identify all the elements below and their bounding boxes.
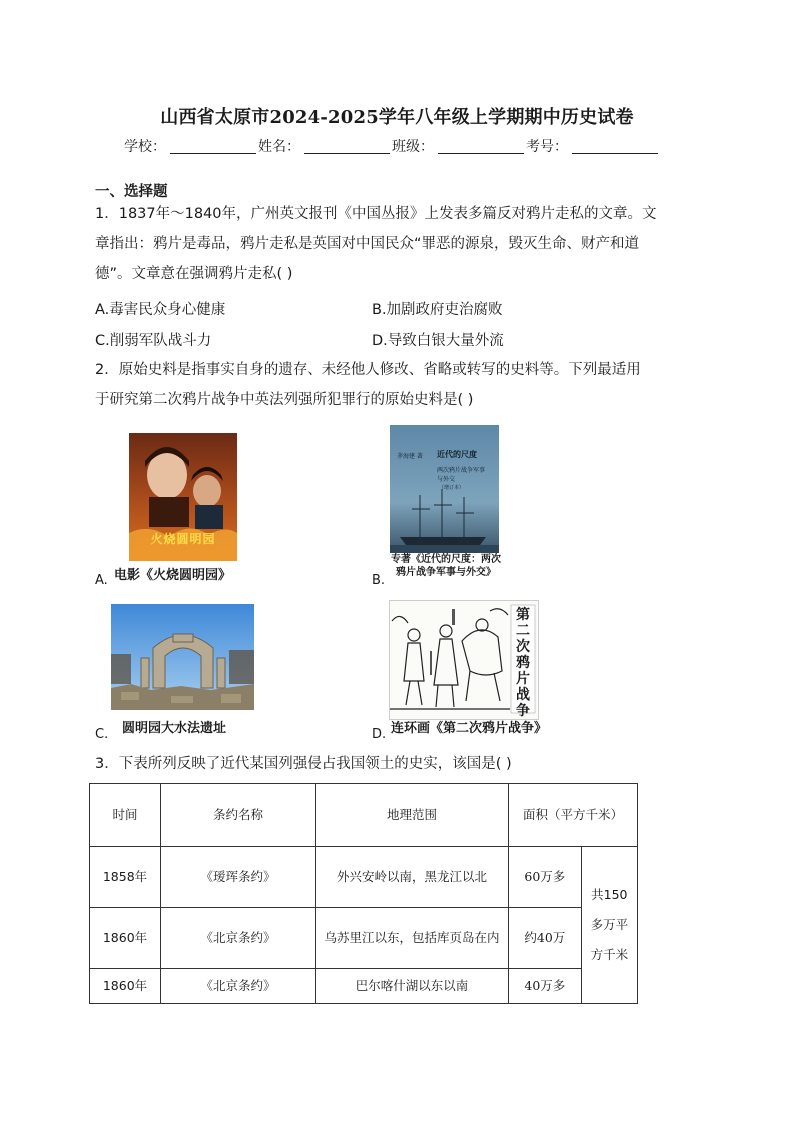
book-subtitle-2: 与外交: [437, 476, 456, 483]
question-3: 3．下表所列反映了近代某国列强侵占我国领土的史实，该国是( ): [95, 756, 512, 772]
table-row: [90, 969, 638, 1004]
header-range: 地理范围: [316, 784, 509, 847]
table-row: [90, 908, 638, 969]
row1-range: 外兴安岭以南，黑龙江以北: [316, 847, 509, 908]
row3-range: 巴尔喀什湖以东以南: [316, 969, 509, 1004]
q2-option-b-caption-line2: 鸦片战争军事与外交》: [396, 567, 496, 578]
q2-option-d-caption: 连环画《第二次鸦片战争》: [391, 721, 548, 736]
school-blank[interactable]: [170, 139, 256, 154]
row2-range: 乌苏里江以东，包括库页岛在内: [316, 908, 509, 969]
q2-option-d-letter[interactable]: D.: [372, 727, 387, 742]
book-edition-note: （增订本）: [439, 485, 465, 491]
class-label: 班级：: [392, 139, 434, 155]
question-1: [95, 199, 701, 289]
class-blank[interactable]: [438, 139, 524, 154]
page-title: 山西省太原市2024-2025学年八年级上学期期中历史试卷: [160, 107, 634, 128]
q1-option-c[interactable]: C.削弱军队战斗力: [95, 333, 212, 349]
q2-option-c-caption: 圆明园大水法遗址: [122, 721, 227, 736]
q2-option-b-caption: [386, 553, 506, 579]
q2-option-c-letter[interactable]: C.: [95, 727, 109, 742]
q1-line1: 1．1837年～1840年，广州英文报刊《中国丛报》上发表多篇反对鸦片走私的文章。文: [95, 206, 657, 222]
header-time: 时间: [90, 784, 161, 847]
school-label: 学校：: [124, 139, 166, 155]
q2-line1: 2．原始史料是指事实自身的遗存、未经他人修改、省略或转写的史料等。下列最适用: [95, 362, 641, 378]
book-author: 茅海建 著: [397, 453, 423, 460]
q1-line3: 德”。文章意在强调鸦片走私( ): [95, 266, 293, 282]
name-blank[interactable]: [304, 139, 390, 154]
row1-area: 60万多: [509, 847, 582, 908]
question-2: [95, 355, 701, 415]
header-treaty: 条约名称: [161, 784, 316, 847]
q1-line2: 章指出：鸦片是毒品，鸦片走私是英国对中国民众“罪恶的源泉，毁灭生命、财产和道: [95, 236, 640, 252]
q2-option-b-caption-line1: 专著《近代的尺度：两次: [391, 554, 501, 565]
q2-option-b-letter[interactable]: B.: [372, 573, 386, 588]
header-area: 面积（平方千米）: [509, 784, 638, 847]
student-info-line: [124, 136, 660, 156]
number-blank[interactable]: [572, 139, 658, 154]
book-title: 近代的尺度: [437, 450, 477, 459]
comic-book-image[interactable]: [389, 600, 539, 720]
row3-area: 40万多: [509, 969, 582, 1004]
book-subtitle-1: 两次鸦片战争军事: [437, 467, 486, 474]
row2-treaty: 《北京条约》: [161, 908, 316, 969]
comic-book-title: 第二次鸦片战争: [516, 607, 530, 719]
table-header-row: [90, 784, 638, 847]
q2-option-a-caption: 电影《火烧圆明园》: [114, 568, 232, 583]
number-label: 考号：: [526, 139, 568, 155]
row2-area: 约40万: [509, 908, 582, 969]
row1-time: 1858年: [90, 847, 161, 908]
row1-treaty: 《瑷珲条约》: [161, 847, 316, 908]
q1-option-b[interactable]: B.加剧政府吏治腐败: [372, 302, 503, 318]
ruins-photo-image[interactable]: [111, 604, 254, 710]
q1-option-d[interactable]: D.导致白银大量外流: [372, 333, 504, 349]
territory-table: [89, 783, 638, 1004]
q1-option-a[interactable]: A.毒害民众身心健康: [95, 302, 226, 318]
q2-line2: 于研究第二次鸦片战争中英法列强所犯罪行的原始史料是( ): [95, 392, 474, 408]
table-row: [90, 847, 638, 908]
area-total: 共150多万平方千米: [581, 847, 637, 1004]
q2-option-a-letter[interactable]: A.: [95, 573, 108, 588]
section-title: 一、选择题: [95, 184, 168, 200]
row3-time: 1860年: [90, 969, 161, 1004]
row3-treaty: 《北京条约》: [161, 969, 316, 1004]
name-label: 姓名：: [258, 139, 300, 155]
row2-time: 1860年: [90, 908, 161, 969]
poster-text: 火烧圆明园: [150, 532, 216, 546]
